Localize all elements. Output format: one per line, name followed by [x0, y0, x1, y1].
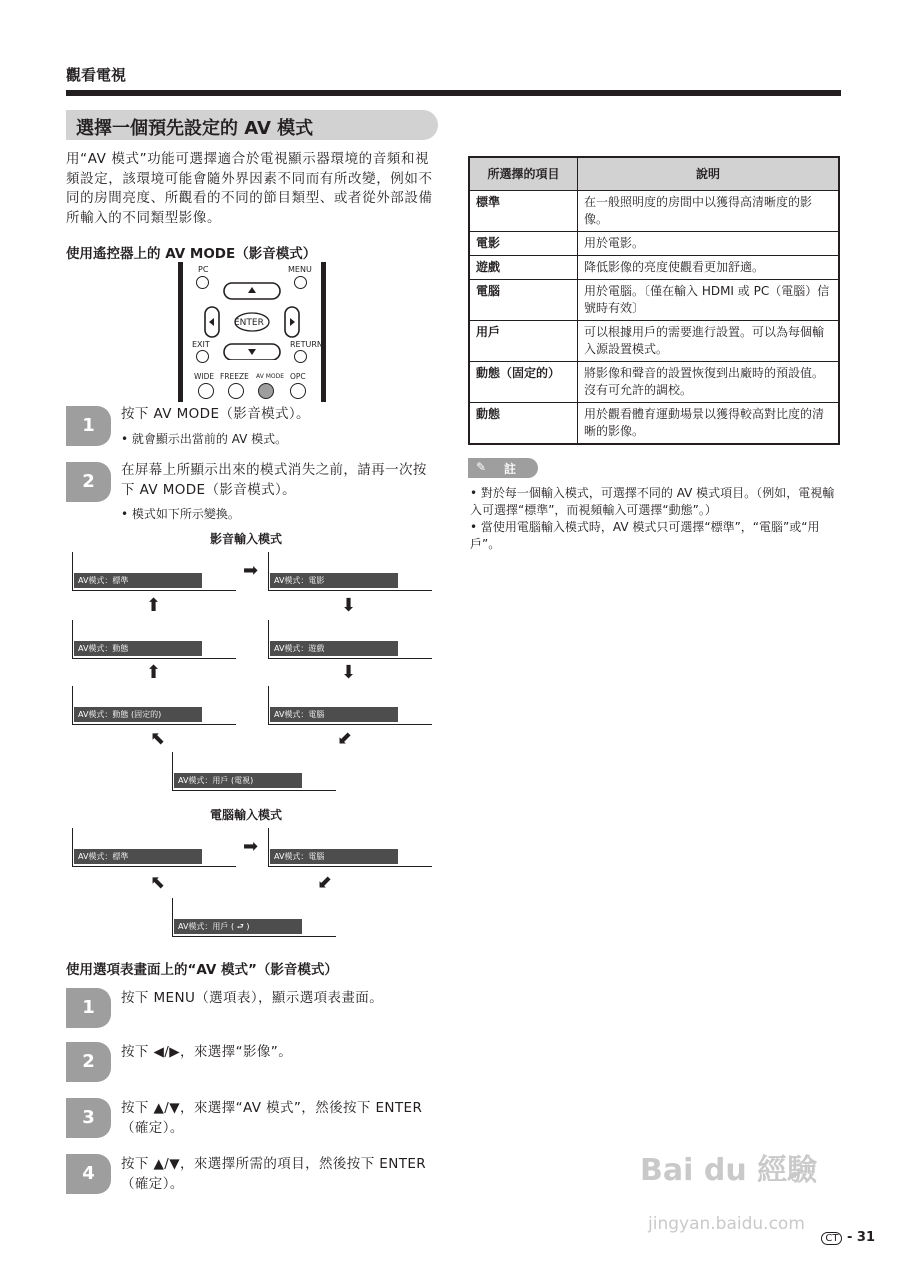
step-text: 在屏幕上所顯示出來的模式消失之前，請再一次按下 AV MODE（影音模式）。 [121, 462, 427, 498]
wide-label: WIDE [194, 372, 215, 381]
mode-screen: AV模式：標準 [72, 828, 236, 867]
freeze-button-icon [228, 383, 244, 399]
step-text: 按下 ▲/▼，來選擇所需的項目，然後按下 ENTER（確定）。 [121, 1156, 427, 1192]
freeze-label: FREEZE [220, 372, 249, 381]
header-rule [66, 90, 841, 96]
mode-screen: AV模式：動態 [72, 620, 236, 659]
remote-illustration [178, 262, 326, 402]
note-item: • 當使用電腦輸入模式時，AV 模式只可選擇“標準”，“電腦”或“用戶”。 [470, 520, 820, 551]
mode-screen: AV模式：遊戲 [268, 620, 432, 659]
page-number: CT - 31 [821, 1230, 875, 1245]
return-button-icon [294, 350, 307, 363]
av-input-title: 影音輸入模式 [210, 532, 283, 546]
av-mode-table [468, 156, 840, 445]
menu-section-heading: 使用選項表畫面上的“AV 模式”（影音模式） [66, 962, 338, 978]
step-text: 按下 MENU（選項表），顯示選項表畫面。 [121, 990, 384, 1006]
arrow-up-icon: ⬆ [146, 662, 162, 683]
return-label: RETURN [290, 340, 323, 349]
table-row: 電影 用於電影。 [469, 232, 839, 256]
step-text: 按下 AV MODE（影音模式）。 [121, 406, 310, 422]
step-badge: 2 [66, 1042, 111, 1082]
table-row: 動態（固定的） 將影像和聲音的設置恢復到出廠時的預設值。沒有可允許的調校。 [469, 362, 839, 403]
opc-label: OPC [290, 372, 306, 381]
avmode-label: AV MODE [256, 373, 285, 380]
table-row: 動態 用於觀看體育運動場景以獲得較高對比度的清晰的影像。 [469, 403, 839, 445]
mode-screen: AV模式：用戶 (電視) [172, 752, 336, 791]
arrow-downleft-icon: ⬋ [337, 728, 353, 749]
watermark-url: jingyan.baidu.com [648, 1214, 805, 1234]
table-row: 標準 在一般照明度的房間中以獲得高清晰度的影像。 [469, 191, 839, 232]
note-badge [468, 458, 538, 478]
mode-screen: AV模式：電影 [268, 552, 432, 591]
table-header-row [469, 157, 839, 191]
step-badge: 3 [66, 1098, 111, 1138]
menu-label: MENU [288, 265, 312, 274]
avmode-button-icon [258, 383, 274, 399]
table-header: 說明 [578, 157, 840, 191]
arrow-downleft-icon: ⬋ [317, 872, 333, 893]
table-row: 用戶 可以根據用戶的需要進行設置。可以為每個輸入源設置模式。 [469, 321, 839, 362]
step-badge: 1 [66, 406, 111, 446]
table-row: 遊戲 降低影像的亮度使觀看更加舒適。 [469, 256, 839, 280]
arrow-upleft-icon: ⬉ [150, 728, 166, 749]
table-header: 所選擇的項目 [469, 157, 578, 191]
page-title: 選擇一個預先設定的 AV 模式 [76, 118, 314, 139]
wide-button-icon [198, 383, 214, 399]
table-row: 電腦 用於電腦。〔僅在輸入 HDMI 或 PC（電腦）信號時有效〕 [469, 280, 839, 321]
section-header: 觀看電視 [66, 66, 127, 84]
baidu-watermark: Bai du 經驗 [640, 1153, 818, 1188]
arrow-up-icon: ⬆ [146, 595, 162, 616]
pc-label: PC [198, 265, 209, 274]
mode-screen: AV模式：標準 [72, 552, 236, 591]
language-badge: CT [821, 1232, 842, 1245]
exit-button-icon [196, 350, 209, 363]
step-badge: 2 [66, 462, 111, 502]
mode-screen: AV模式：動態 (固定的) [72, 686, 236, 725]
note-item: • 對於每一個輸入模式，可選擇不同的 AV 模式項目。（例如，電視輸入可選擇“標準”，而視頻輸入可選擇“動態”。） [470, 486, 835, 517]
step-bullet: • 模式如下所示變換。 [121, 507, 240, 521]
pencil-icon: ✎ [476, 460, 487, 474]
mode-screen: AV模式：用戶 ( ⮐ ) [172, 898, 336, 937]
step-text: 按下 ▲/▼，來選擇“AV 模式”，然後按下 ENTER（確定）。 [121, 1100, 423, 1136]
step-bullet: • 就會顯示出當前的 AV 模式。 [121, 432, 288, 446]
intro-paragraph: 用“AV 模式”功能可選擇適合於電視顯示器環境的音頻和視頻設定，該環境可能會隨外界因素不同而有所改變，例如不同的房間亮度、所觀看的不同的節目類型、或者從外部設備所輸入的不同類型影像。 [66, 151, 433, 226]
mode-screen: AV模式：電腦 [268, 828, 432, 867]
step-text: 按下 ◀/▶，來選擇“影像”。 [121, 1044, 293, 1060]
title-banner [66, 110, 438, 140]
note-label: 註 [504, 462, 517, 476]
opc-button-icon [290, 383, 306, 399]
arrow-down-icon: ⬇ [341, 662, 357, 683]
enter-label: ENTER [234, 318, 264, 328]
arrow-right-icon: ➡ [243, 560, 259, 581]
arrow-upleft-icon: ⬉ [150, 872, 166, 893]
remote-section-heading: 使用遙控器上的 AV MODE（影音模式） [66, 246, 317, 262]
input-user-icon: ⮐ ) [234, 922, 250, 931]
step-badge: 4 [66, 1154, 111, 1194]
arrow-down-icon: ⬇ [341, 595, 357, 616]
exit-label: EXIT [192, 340, 210, 349]
arrow-right-icon: ➡ [243, 836, 259, 857]
pc-input-title: 電腦輸入模式 [210, 808, 283, 822]
mode-screen: AV模式：電腦 [268, 686, 432, 725]
step-badge: 1 [66, 988, 111, 1028]
